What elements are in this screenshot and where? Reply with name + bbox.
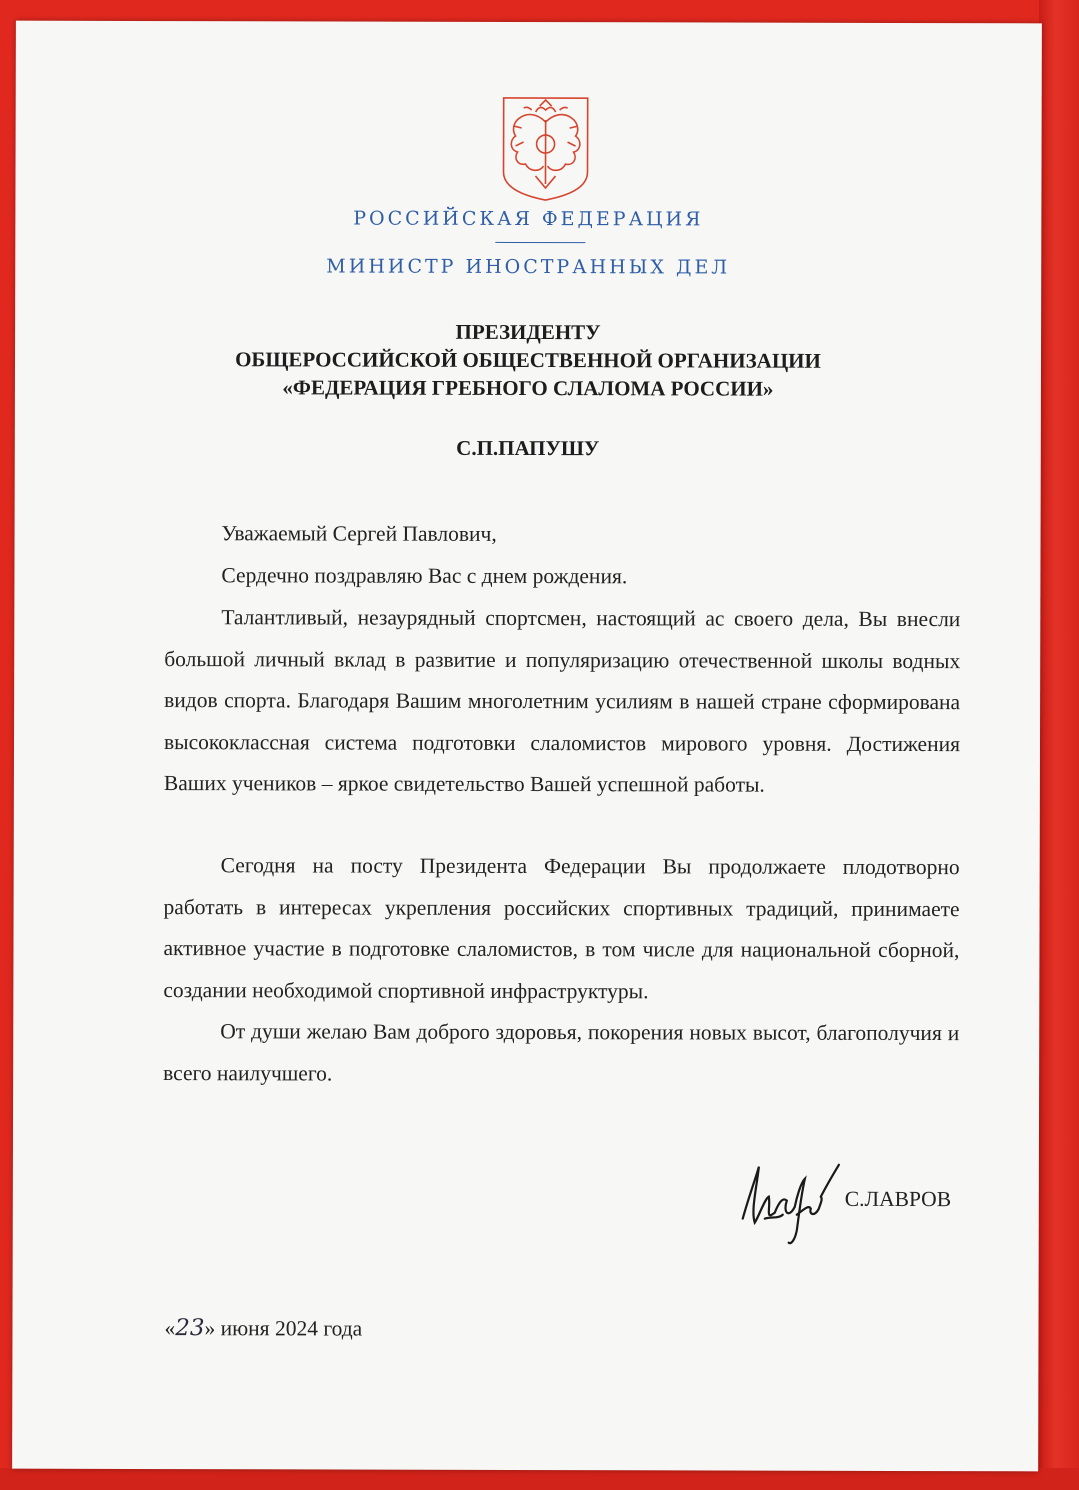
handwritten-signature-icon [735, 1157, 845, 1249]
addressee-name: С.П.ПАПУШУ [456, 435, 600, 461]
date-close-quote: » [204, 1316, 216, 1341]
salutation: Уважаемый Сергей Павлович, [221, 521, 497, 546]
letterhead-office: МИНИСТР ИНОСТРАННЫХ ДЕЛ [326, 255, 731, 279]
paragraph-wishes: От души желаю Вам доброго здоровья, покорения новых высот, благополучия и всего наилучшего. [163, 1019, 960, 1085]
addressee-federation: «ФЕДЕРАЦИЯ ГРЕБНОГО СЛАЛОМА РОССИИ» [282, 375, 774, 401]
red-folder-bottom [0, 1468, 1079, 1490]
addressee-organization: ОБЩЕРОССИЙСКОЙ ОБЩЕСТВЕННОЙ ОРГАНИЗАЦИИ [235, 347, 821, 373]
paragraph-greeting: Сердечно поздравляю Вас с днем рождения. [221, 563, 628, 589]
signer-name: С.ЛАВРОВ [844, 1186, 952, 1212]
addressee-title: ПРЕЗИДЕНТУ [455, 319, 601, 345]
paragraph-presidency: Сегодня на посту Президента Федерации Вы продолжаете плодотворно работать в интересах укрепления российских спортивных традиций, принимаете активное участие в подготовке слаломистов, в том числе для национальной сборной, создании необходимой спортивной инфраструктуры. [163, 853, 960, 1003]
letterhead-country: РОССИЙСКАЯ ФЕДЕРАЦИЯ [353, 207, 704, 231]
date-month-year: июня 2024 года [215, 1316, 363, 1341]
letter-date [164, 1315, 362, 1342]
date-open-quote: « [164, 1316, 176, 1341]
date-day-handwritten: 23 [175, 1315, 205, 1342]
double-headed-eagle-emblem-icon [499, 92, 591, 202]
red-folder-edge [1039, 0, 1079, 1490]
paragraph-achievements: Талантливый, незаурядный спортсмен, настоящий ас своего дела, Вы внесли большой личный вклад в развитие и популяризацию отечественной школы водных видов спорта. Благодаря Вашим многолетним усилиям в нашей стране сформирована высококлассная система подготовки слаломистов мирового уровня. Достижения Ваших учеников – яркое свидетельство Вашей успешной работы. [163, 605, 961, 797]
letterhead-divider [495, 242, 585, 243]
letter-sheet [12, 21, 1042, 1472]
